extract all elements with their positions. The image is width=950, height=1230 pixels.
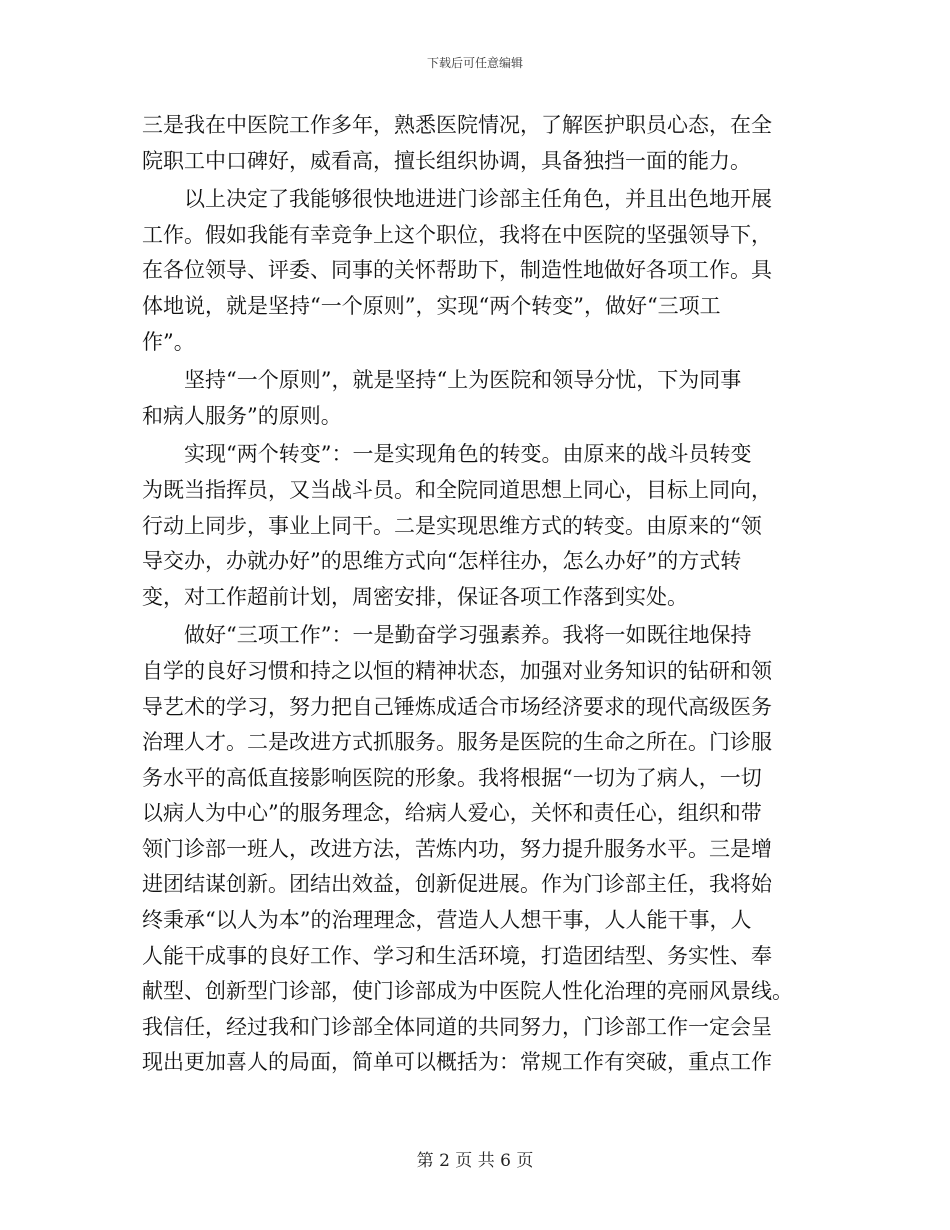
text-line: 导艺术的学习，努力把自己锤炼成适合市场经济要求的现代高级医务 [142, 694, 772, 719]
text-line: 为既当指挥员，又当战斗员。和全院同道思想上同心，目标上同向， [142, 477, 772, 502]
paragraph-5 [142, 618, 810, 1081]
paragraph-1 [142, 108, 810, 179]
paragraph-4 [142, 437, 810, 615]
text-line: 实现“两个转变”：一是实现角色的转变。由原来的战斗员转变 [142, 442, 752, 467]
paragraph-2 [142, 182, 810, 360]
text-line: 进团结谋创新。团结出效益，创新促进展。作为门诊部主任，我将始 [142, 872, 772, 897]
text-line: 在各位领导、评委、同事的关怀帮助下，制造性地做好各项工作。具 [142, 258, 772, 283]
text-line: 我信任，经过我和门诊部全体同道的共同努力，门诊部工作一定会呈 [142, 1014, 772, 1039]
text-line: 坚持“一个原则”，就是坚持“上为医院和领导分忧，下为同事 [142, 368, 742, 393]
text-line: 作”。 [142, 329, 195, 354]
text-line: 现出更加喜人的局面，简单可以概括为：常规工作有突破，重点工作 [142, 1050, 772, 1075]
text-line: 院职工中口碑好，威看高，擅长组织协调，具备独挡一面的能力。 [142, 148, 751, 173]
paragraph-3 [142, 363, 810, 434]
text-line: 献型、创新型门诊部，使门诊部成为中医院人性化治理的亮丽风景线。 [142, 979, 793, 1004]
text-line: 以病人为中心”的服务理念，给病人爱心，关怀和责任心，组织和带 [142, 801, 762, 826]
text-line: 自学的良好习惯和持之以恒的精神状态，加强对业务知识的钻研和领 [142, 658, 772, 683]
text-line: 行动上同步，事业上同干。二是实现思维方式的转变。由原来的“领 [142, 513, 762, 538]
text-line: 治理人才。二是改进方式抓服务。服务是医院的生命之所在。门诊服 [142, 730, 772, 755]
text-line: 以上决定了我能够很快地进进门诊部主任角色，并且出色地开展 [142, 187, 772, 212]
text-line: 领门诊部一班人，改进方法，苦炼内功，努力提升服务水平。三是增 [142, 836, 772, 861]
text-line: 体地说，就是坚持“一个原则”，实现“两个转变”，做好“三项工 [142, 293, 721, 318]
document-body [142, 108, 810, 1084]
text-line: 导交办，办就办好”的思维方式向“怎样往办，怎么办好”的方式转 [142, 549, 742, 574]
page-footer: 第 2 页 共 6 页 [416, 1151, 534, 1171]
text-line: 工作。假如我能有幸竞争上这个职位，我将在中医院的坚强领导下， [142, 222, 772, 247]
text-line: 终秉承“以人为本”的治理理念，营造人人想干事，人人能干事，人 [142, 908, 752, 933]
text-line: 做好“三项工作”：一是勤奋学习强素养。我将一如既往地保持 [142, 623, 752, 648]
text-line: 三是我在中医院工作多年，熟悉医院情况，了解医护职员心态，在全 [142, 113, 772, 137]
text-line: 务水平的高低直接影响医院的形象。我将根据“一切为了病人，一切 [142, 765, 762, 790]
text-line: 和病人服务”的原则。 [142, 403, 342, 428]
page-header: 下载后可任意编辑 [426, 56, 523, 70]
text-line: 变，对工作超前计划，周密安排，保证各项工作落到实处。 [142, 584, 688, 609]
text-line: 人能干成事的良好工作、学习和生活环境，打造团结型、务实性、奉 [142, 943, 772, 968]
